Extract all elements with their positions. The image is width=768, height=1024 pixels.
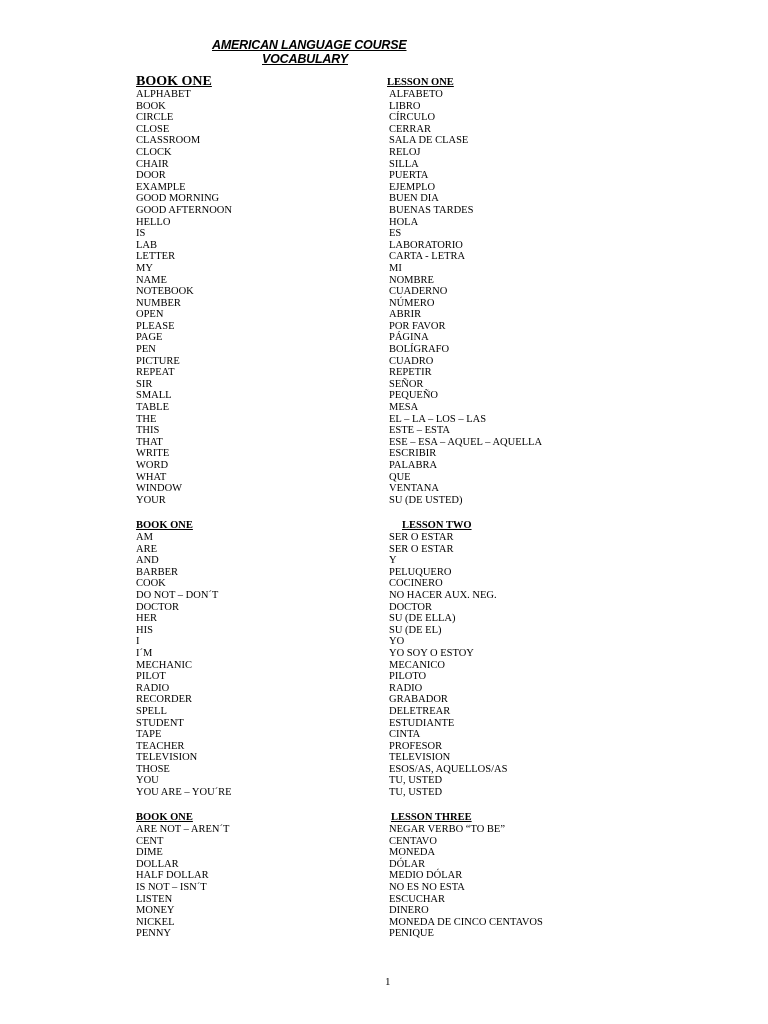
spanish-term: SER O ESTAR (389, 532, 454, 543)
spanish-term: PUERTA (389, 170, 429, 182)
english-term: GOOD AFTERNOON (136, 204, 232, 216)
vocab-row (0, 205, 768, 217)
spanish-term: CÍRCULO (389, 112, 436, 124)
english-term: ARE (136, 543, 157, 555)
english-term: HELLO (136, 216, 171, 228)
vocab-row (0, 344, 768, 356)
spanish-term: SILLA (389, 158, 419, 170)
spanish-term: NEGAR VERBO “TO BE” (389, 824, 505, 835)
vocab-row (0, 917, 768, 929)
english-term: LAB (136, 239, 157, 251)
english-term: DOLLAR (136, 858, 179, 870)
english-term: DOOR (136, 170, 166, 182)
spanish-term: MONEDA DE CINCO CENTAVOS (389, 916, 543, 928)
vocab-row (0, 437, 768, 449)
english-term: TELEVISION (136, 752, 198, 764)
spanish-term: EL – LA – LOS – LAS (389, 413, 487, 425)
english-term: THIS (136, 425, 160, 437)
vocab-row (0, 567, 768, 579)
spanish-term: PENIQUE (389, 928, 434, 940)
spanish-term: LABORATORIO (389, 239, 463, 251)
vocab-row (0, 240, 768, 252)
english-term: REPEAT (136, 367, 175, 379)
english-term: PAGE (136, 332, 163, 344)
spanish-term: ES (389, 228, 402, 240)
english-term: OPEN (136, 309, 164, 321)
vocab-row (0, 135, 768, 147)
document-subtitle: VOCABULARY (262, 52, 348, 66)
vocab-row (0, 590, 768, 602)
english-term: NOTEBOOK (136, 286, 194, 298)
vocab-row (0, 228, 768, 240)
spanish-term: QUE (389, 471, 411, 483)
spanish-term: TELEVISION (389, 752, 451, 764)
vocab-row (0, 671, 768, 683)
vocab-row (0, 495, 768, 507)
spanish-term: ESTE – ESTA (389, 425, 450, 437)
english-term: RADIO (136, 682, 170, 694)
spanish-term: PEQUEÑO (389, 390, 438, 402)
spanish-term: NÚMERO (389, 297, 435, 309)
spanish-term: CINTA (389, 729, 421, 741)
vocab-row (0, 764, 768, 776)
english-term: PICTURE (136, 355, 180, 367)
spanish-term: DINERO (389, 905, 429, 917)
english-term: RECORDER (136, 694, 193, 706)
english-term: HER (136, 613, 157, 625)
vocab-row (0, 321, 768, 333)
spanish-term: TU, USTED (389, 775, 443, 787)
english-term: PLEASE (136, 320, 175, 332)
spanish-term: EJEMPLO (389, 181, 436, 193)
vocab-row (0, 402, 768, 414)
vocab-row (0, 625, 768, 637)
english-term: I (136, 636, 140, 648)
english-term: WORD (136, 460, 169, 471)
book-heading: BOOK ONE (136, 812, 193, 823)
english-term: WRITE (136, 448, 170, 460)
vocab-list (0, 824, 768, 940)
spanish-term: ESCUCHAR (389, 893, 446, 905)
vocab-row (0, 636, 768, 648)
english-term: BARBER (136, 566, 179, 578)
english-term: CLOCK (136, 146, 172, 158)
spanish-term: PALABRA (389, 460, 438, 471)
spanish-term: PELUQUERO (389, 566, 452, 578)
english-term: BOOK (136, 100, 166, 112)
lesson-heading: LESSON ONE (387, 77, 454, 88)
vocab-row (0, 101, 768, 113)
vocab-row (0, 89, 768, 101)
english-term: IS (136, 228, 146, 240)
spanish-term: SU (DE EL) (389, 624, 442, 636)
spanish-term: BOLÍGRAFO (389, 344, 450, 356)
vocab-row (0, 275, 768, 287)
spanish-term: MESA (389, 402, 419, 414)
english-term: COOK (136, 578, 166, 590)
spanish-term: ESOS/AS, AQUELLOS/AS (389, 763, 508, 775)
english-term: EXAMPLE (136, 181, 186, 193)
vocab-row (0, 147, 768, 159)
page-number: 1 (385, 976, 391, 988)
vocab-row (0, 775, 768, 787)
spanish-term: NO ES NO ESTA (389, 881, 465, 893)
english-term: YOUR (136, 494, 166, 506)
spanish-term: POR FAVOR (389, 320, 446, 332)
vocab-row (0, 472, 768, 484)
english-term: SMALL (136, 390, 172, 402)
vocab-row (0, 251, 768, 263)
spanish-term: SEÑOR (389, 378, 424, 390)
spanish-term: ALFABETO (389, 89, 443, 100)
spanish-term: Y (389, 555, 397, 567)
vocab-row (0, 390, 768, 402)
spanish-term: MEDIO DÓLAR (389, 870, 463, 882)
vocab-row (0, 309, 768, 321)
english-term: GOOD MORNING (136, 193, 220, 205)
spanish-term: RELOJ (389, 146, 421, 158)
spanish-term: CUADRO (389, 355, 434, 367)
spanish-term: DOCTOR (389, 601, 432, 613)
vocab-row (0, 193, 768, 205)
vocab-row (0, 836, 768, 848)
spanish-term: MI (389, 262, 402, 274)
spanish-term: CERRAR (389, 123, 432, 135)
english-term: IS NOT – ISN´T (136, 881, 207, 893)
spanish-term: MONEDA (389, 847, 436, 859)
vocab-row (0, 660, 768, 672)
book-heading: BOOK ONE (136, 74, 212, 89)
vocab-row (0, 859, 768, 871)
vocab-list (0, 532, 768, 799)
english-term: ARE NOT – AREN´T (136, 824, 230, 835)
english-term: DOCTOR (136, 601, 179, 613)
vocab-row (0, 286, 768, 298)
vocab-row (0, 112, 768, 124)
spanish-term: VENTANA (389, 483, 439, 495)
spanish-term: TU, USTED (389, 787, 443, 799)
english-term: ALPHABET (136, 89, 191, 100)
vocab-row (0, 602, 768, 614)
spanish-term: CARTA - LETRA (389, 251, 466, 263)
spanish-term: ABRIR (389, 309, 422, 321)
vocab-row (0, 706, 768, 718)
lesson-heading: LESSON THREE (391, 812, 472, 823)
vocab-row (0, 683, 768, 695)
english-term: LETTER (136, 251, 176, 263)
vocab-row (0, 894, 768, 906)
english-term: HIS (136, 624, 153, 636)
english-term: THOSE (136, 763, 170, 775)
vocab-row (0, 752, 768, 764)
english-term: AM (136, 532, 153, 543)
spanish-term: CENTAVO (389, 835, 437, 847)
vocab-row (0, 555, 768, 567)
vocab-row (0, 648, 768, 660)
english-term: DIME (136, 847, 163, 859)
english-term: MY (136, 262, 153, 274)
spanish-term: PÁGINA (389, 332, 429, 344)
vocab-row (0, 578, 768, 590)
vocab-row (0, 217, 768, 229)
vocab-row (0, 532, 768, 544)
vocab-row (0, 787, 768, 799)
spanish-term: YO (389, 636, 405, 648)
vocab-row (0, 298, 768, 310)
vocab-list (0, 89, 768, 506)
spanish-term: MECANICO (389, 659, 446, 671)
spanish-term: HOLA (389, 216, 419, 228)
spanish-term: COCINERO (389, 578, 443, 590)
vocab-row (0, 613, 768, 625)
english-term: NUMBER (136, 297, 181, 309)
vocab-row (0, 824, 768, 836)
vocab-row (0, 367, 768, 379)
english-term: CLASSROOM (136, 135, 201, 147)
vocab-row (0, 182, 768, 194)
english-term: LISTEN (136, 893, 173, 905)
english-term: NICKEL (136, 916, 175, 928)
english-term: PENNY (136, 928, 172, 940)
english-term: THAT (136, 436, 163, 448)
spanish-term: SU (DE USTED) (389, 494, 463, 506)
english-term: YOU (136, 775, 159, 787)
english-term: CENT (136, 835, 164, 847)
spanish-term: PILOTO (389, 671, 427, 683)
vocab-row (0, 483, 768, 495)
spanish-term: ESTUDIANTE (389, 717, 455, 729)
spanish-term: BUEN DIA (389, 193, 439, 205)
english-term: I´M (136, 647, 153, 659)
english-term: WINDOW (136, 483, 183, 495)
vocab-row (0, 905, 768, 917)
vocab-row (0, 847, 768, 859)
spanish-term: YO SOY O ESTOY (389, 647, 474, 659)
spanish-term: ESE – ESA – AQUEL – AQUELLA (389, 436, 543, 448)
book-heading: BOOK ONE (136, 520, 193, 531)
spanish-term: SALA DE CLASE (389, 135, 469, 147)
document-title: AMERICAN LANGUAGE COURSE (212, 38, 407, 52)
english-term: MECHANIC (136, 659, 193, 671)
spanish-term: DELETREAR (389, 705, 451, 717)
vocab-row (0, 124, 768, 136)
lesson-heading: LESSON TWO (402, 520, 472, 531)
english-term: AND (136, 555, 159, 567)
vocab-row (0, 159, 768, 171)
vocab-row (0, 170, 768, 182)
vocab-row (0, 263, 768, 275)
spanish-term: BUENAS TARDES (389, 204, 474, 216)
vocab-row (0, 718, 768, 730)
vocab-row (0, 694, 768, 706)
english-term: YOU ARE – YOU´RE (136, 787, 232, 799)
vocab-row (0, 332, 768, 344)
vocab-row (0, 544, 768, 556)
english-term: CIRCLE (136, 112, 174, 124)
spanish-term: GRABADOR (389, 694, 448, 706)
spanish-term: NOMBRE (389, 274, 434, 286)
english-term: STUDENT (136, 717, 184, 729)
vocab-row (0, 460, 768, 472)
vocab-row (0, 425, 768, 437)
english-term: PILOT (136, 671, 166, 683)
vocab-row (0, 448, 768, 460)
english-term: CLOSE (136, 123, 170, 135)
vocab-row (0, 356, 768, 368)
spanish-term: DÓLAR (389, 858, 426, 870)
english-term: MONEY (136, 905, 175, 917)
english-term: TAPE (136, 729, 162, 741)
vocab-row (0, 741, 768, 753)
english-term: THE (136, 413, 157, 425)
spanish-term: LIBRO (389, 100, 421, 112)
vocab-row (0, 414, 768, 426)
english-term: NAME (136, 274, 167, 286)
vocab-row (0, 870, 768, 882)
vocab-row (0, 928, 768, 940)
spanish-term: PROFESOR (389, 740, 443, 752)
english-term: PEN (136, 344, 156, 356)
spanish-term: SU (DE ELLA) (389, 613, 456, 625)
spanish-term: CUADERNO (389, 286, 448, 298)
english-term: CHAIR (136, 158, 169, 170)
english-term: TEACHER (136, 740, 185, 752)
spanish-term: REPETIR (389, 367, 432, 379)
spanish-term: ESCRIBIR (389, 448, 437, 460)
vocab-row (0, 882, 768, 894)
spanish-term: RADIO (389, 682, 423, 694)
spanish-term: NO HACER AUX. NEG. (389, 589, 497, 601)
spanish-term: SER O ESTAR (389, 543, 454, 555)
vocab-row (0, 379, 768, 391)
english-term: SIR (136, 378, 153, 390)
english-term: SPELL (136, 705, 167, 717)
english-term: HALF DOLLAR (136, 870, 209, 882)
english-term: TABLE (136, 402, 169, 414)
vocab-row (0, 729, 768, 741)
english-term: WHAT (136, 471, 167, 483)
english-term: DO NOT – DON´T (136, 589, 219, 601)
